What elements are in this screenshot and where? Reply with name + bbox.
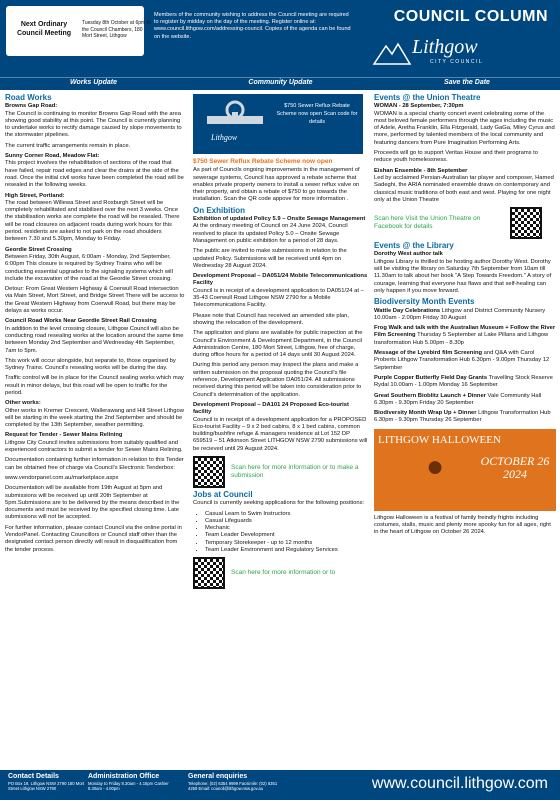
- biodiversity-item: [374, 350, 556, 372]
- job-item: • Team Leader Development: [205, 532, 368, 539]
- biodiversity-title: Biodiversity Month Events: [374, 297, 475, 307]
- scan-facebook-text: Scan here Visit the Union Theatre on Facebook for details: [374, 215, 481, 231]
- works-item-body: This project involves the rehabilitation of sections of the road that have failed, repair road edges and clear the drains at the side of the road. Once the initial civil works have been completed the road will be resealed in the following weeks.: [5, 160, 184, 189]
- biodiversity-item-body: Travelling Stock Reserve Rydal 10.00am - 1.00pm Monday 16 September: [374, 374, 553, 389]
- woman-heading: WOMAN - 28 September, 7:30pm: [374, 103, 464, 110]
- exhibition-heading: Exhibition of updated Policy 5.9 – Onsite Sewage Management: [193, 216, 366, 223]
- logo-word: Lithgow: [412, 36, 478, 58]
- exhibition-list: [193, 216, 368, 453]
- qr-code-icon[interactable]: [193, 456, 225, 488]
- works-item-body: The current traffic arrangements remain in place.: [5, 142, 131, 149]
- admin-heading: Administration Office: [88, 773, 160, 780]
- biodiversity-item-heading: Purple Copper Butterfly Field Day Grants: [374, 374, 488, 381]
- halloween-banner: [374, 429, 556, 511]
- general-heading: General enquiries: [188, 773, 248, 780]
- job-item: • Team Leader Environment and Regulatory Services: [205, 547, 368, 554]
- events-column: [374, 92, 556, 540]
- biodiversity-item: [374, 410, 556, 425]
- biodiversity-item-heading: Wattle Day Celebrations: [374, 307, 441, 314]
- rebate-body: As part of Councils ongoing improvements in the management of sewerage systems, Council has approved a rebate scheme that enables private property owners to install a sewer reflux valve on their property, and obtain a rebate of $750 to go towards the installation. Scan the QR code appove for more information .: [193, 167, 360, 203]
- footer: [0, 770, 560, 800]
- council-logo: [372, 38, 552, 70]
- works-item-body: Other works in Kremer Crescent, Wallerawang and Hill Street Lithgow will be starting in the week starting the 2nd September and should be completed by the 13th September, weather permitting.: [5, 407, 184, 429]
- halloween-date: OCTOBER 26 2024: [480, 453, 550, 481]
- page-title: COUNCIL COLUMN: [393, 8, 548, 25]
- works-item-body: Lithgow City Council invites submissions from suitably qualified and experienced contractors to submit a tender for Sewer Mains Relining.: [5, 439, 183, 454]
- scan-row-jobs: [193, 557, 368, 589]
- exhibition-body: Please note that Council has received an amended site plan, showing the relocation of the development.: [193, 312, 349, 326]
- header: [0, 0, 560, 77]
- biodiversity-item-heading: Great Southern Bioblitz Launch + Dinner: [374, 392, 486, 399]
- section-tabs: [0, 77, 560, 90]
- biodiversity-item: [374, 325, 556, 347]
- rebate-banner-text: $750 Sewer Reflux Rebate Scheme now open Scan code for details: [276, 103, 358, 125]
- biodiversity-item-body: Lithgow and District Community Nursery 10.00am - 2.00pm Friday 30 August: [374, 307, 546, 321]
- works-item-body: Between Friday, 30th August, 6:00am - Monday, 2nd September, 6:00pm This closure is required by Sydney Trains who will be conducting essential upgrades to the signaling systems which will include the excavation of the road at the Geordie Street crossing.: [5, 253, 173, 282]
- exhibition-body: The public are invited to make submissions in relation to the updated Policy. Submissions will be received until 4pm on Wednesday 28 August 2024.: [193, 248, 347, 269]
- website-link[interactable]: www.council.lithgow.com: [371, 775, 548, 792]
- woman-body: WOMAN is a special charity concert event celebrating some of the most beloved female performers through the ages including the music of Adele, Aretha Franklin, Ella Fitzgerald, Lady GaGa, Miley Cyrus and more, performed by talented members of the local community and featuring dancers from Pure Imagination Performing Arts.: [374, 110, 555, 146]
- biodiversity-item-body: and Q&A with Carol Proberts Lithgow Transformation Hub 6.30pm - 9.00pm Thursday 12 September: [374, 350, 550, 371]
- works-item-body: Documentation containing further information in relation to this Tender can be obtained free of charge via Council's Electronic Tenderbox:: [5, 457, 184, 471]
- admin-block: [88, 773, 178, 791]
- job-item: • Mechanic: [205, 525, 368, 532]
- qr-code-icon[interactable]: [193, 557, 225, 589]
- works-item-body: Detour: From Great Western Highway & Coerwull Road intersection via Main Street, Mort Street, and Bridge Street There will be access to the Great Western Highway from Coerwull Road, but there may be delays as works occur.: [5, 286, 185, 315]
- meeting-label: Next Ordinary Council Meeting: [16, 21, 72, 37]
- works-item-heading: Sunny Corner Road, Meadow Flat:: [5, 153, 100, 160]
- job-item: • Casual Learn to Swim Instructors: [205, 511, 368, 518]
- biodiversity-item: [374, 308, 556, 323]
- admin-body: Monday to Friday 8.30am - 4.15pm Cashier 8.30am - 4.00pm: [88, 781, 169, 791]
- halloween-body: Lithgow Halloween is a festival of family freindly frights including costumes, stalls, music and plenty more spooky fun for all ages, right in the heart of Lithgow on October 26 2024.: [374, 514, 551, 536]
- works-item-heading: Geordie Street Crossing: [5, 246, 72, 253]
- works-item-heading: Browns Gap Road:: [5, 103, 58, 110]
- pumpkin-icon: ●: [426, 449, 445, 483]
- biodiversity-item-body: Vale Community Hall 6.30pm - 9.30pm Friday 20 September: [374, 392, 542, 406]
- scan-submission-text: Scan here for more information or to make a submission: [231, 463, 359, 479]
- rebate-logo: Lithgow: [211, 133, 238, 142]
- scan-row-facebook: [374, 207, 556, 239]
- works-item-heading: Council Road Works Near Geordie Street Rail Crossing: [5, 318, 157, 325]
- qr-code-icon[interactable]: [510, 207, 542, 239]
- exhibition-heading: Development Proposal – DA051/24 Mobile Telecommunications Facility: [193, 273, 368, 287]
- contact-heading: Contact Details: [8, 773, 59, 780]
- biodiversity-item-heading: Frog Walk and talk with the Australian Museum + Follow the River Film Screening: [374, 325, 556, 339]
- meeting-details: Tuesday 8th October at 6pm In the Council Chambers, 180 Mort Street, Lithgow: [82, 20, 151, 39]
- jobs-title: Jobs at Council: [193, 489, 253, 499]
- works-item-body: For further information, please contact Council via the online portal in VendorPanel. Contacting Councillors or Council staff other than the designated contact person directly will result in disqualification from the tender process.: [5, 524, 182, 553]
- works-item-body: Traffic control will be in place for the Council sealing works which may result in minor delays, but this road will be open to traffic for the period.: [5, 375, 184, 396]
- logo-sub: CITY COUNCIL: [430, 59, 484, 65]
- exhibition-title: On Exhibition: [193, 205, 245, 215]
- meeting-box: [6, 6, 151, 56]
- rebate-heading: $750 Sewer Reflux Rebate Scheme now open: [193, 158, 333, 165]
- general-body: Telephone: (02) 6354 9999 Facsimile: (02) 6351 4259 Email: council@lithgow.nsw.gov.au: [188, 781, 278, 791]
- works-item-body: The Council is continuing to monitor Browns Gap Road with the area showing good stability at this point. The Council is currently planning to undertake works to rectify damage caused by slope movements to the stormwater pipelines.: [5, 110, 182, 139]
- exhibition-heading: Development Proposal – DA101 24 Proposed Eco-tourist facility: [193, 401, 349, 416]
- woman-body-2: Proceeds will go to support Veritas House and their programs to reduce youth homelessness.: [374, 150, 539, 164]
- valve-icon: [205, 98, 265, 138]
- works-item-body: The road between Willewa Street and Roxburgh Street will be completely rehabilitated and stabilised over the next 3 weeks. Once the stabilisation works are complete the road will be resealed. There will be road closures on adjacent roads during work hours for this period. residents are asked to not park on the road shoulders between 7.30 and 5.30pm, Monday to Friday.: [5, 199, 180, 243]
- contact-block: [8, 773, 88, 791]
- general-block: [188, 773, 278, 791]
- works-item-heading: High Street, Portland:: [5, 192, 65, 199]
- biodiversity-item: [374, 393, 556, 408]
- exhibition-body: During this period any person may inspect the plans and make a written submission on the proposal quoting the Council's file reference, Development Application DA051/24. All submissions received during this period will be taken into consideration prior to Council's determination of the application.: [193, 362, 362, 398]
- biodiversity-item: [374, 375, 556, 390]
- works-list: [5, 103, 185, 554]
- dorothy-heading: Dorothy West author talk: [374, 251, 443, 258]
- biodiversity-item-body: Lithgow Transformation Hub 6.30pm - 9.30pm Thursday 26 September: [374, 410, 551, 424]
- dorothy-body: Lithgow Library is thrilled to be hosting author Dorothy West. Dorothy will be visiting the library on Saturday 7th September from 10am till 11.30am to talk about her book "A Step Towards Freedom." A story of courage, learning that everyone has flaws and that self-healing can only happen if you move forward.: [374, 258, 552, 294]
- exhibition-body: At the ordinary meeting of Council on 24 June 2024, Council resolved to place its updated Policy 5.0 – Onsite Sewage Management on public exhibition for a period of 28 days.: [193, 223, 348, 244]
- tab-save-the-date: Save the Date: [444, 79, 490, 86]
- exhibition-body: Council is in receipt of a development application for a PROPOSED Eco-tourist Facility – 9 x 2 bed cabins, 8 x 1 bed cabins, common building/bushfire refuge & managers residence at Lot 152 DP 659519 – 51 Atkinson Street LITHGOW NSW 2790 submissions will be recieved until 29 August 2024.: [193, 416, 368, 452]
- library-title: Events @ the Library: [374, 241, 454, 251]
- biodiversity-item-heading: Message of the Lyrebird film Screening: [374, 350, 483, 357]
- biodiversity-item-heading: Biodiversity Month Wrap Up + Dinner: [374, 410, 477, 417]
- scan-jobs-text: Scan here for more information or to: [231, 569, 336, 577]
- tab-works-update: Works Update: [70, 79, 117, 86]
- jobs-intro: Council is currently seeking applications for the following positions:: [193, 500, 365, 507]
- works-item-body: In addition to the level crossing closure, Lithgow Council will also be conducting road resealing works at the location around the same time between Monday 2nd September and Wednesday 4th September, 7am to 5pm.: [5, 325, 184, 354]
- mountain-logo-icon: [372, 38, 412, 66]
- works-item-heading: Other works:: [5, 400, 41, 407]
- tab-community-update: Community Update: [248, 79, 313, 86]
- jobs-list: [205, 511, 368, 555]
- works-item-heading: Request for Tender - Sewer Mains Relining: [5, 432, 123, 439]
- biodiversity-item-body: Thursday 5 September at Lake Pillans and Lithgow transformation Hub 5.00pm - 8.30p: [374, 332, 549, 346]
- exhibition-body: Council is in receipt of a development application to DA051/24 at – 35-43 Coerwull Road Lithgow NSW 2790 for a Mobile Telecommunications Facility.: [193, 287, 364, 309]
- works-item-body: This work will occur alongside, but separate to, those organised by Sydney Trains. Council's resealing works will be during the day.: [5, 357, 176, 372]
- job-item: • Temporary Storekeeper - up to 12 months: [205, 540, 368, 547]
- road-works-title: Road Works: [5, 93, 52, 102]
- works-item-body: Documentation will be available from 19th August at 5pm and submissions will be received up until 20th September at 5pm.Submissions are to be delivered by the means described in the documents and must be received by the specified closing time. Late submissions will not be accepted.: [5, 485, 180, 521]
- exhibition-body: The application and plans are available for public inspection at the Council's Environment & Development Department, in the Council Administration Centre, 180 Mort Street, Lithgow, free of charge, during office hours for a period of 14 days until 30 August 2024.: [193, 330, 363, 359]
- community-column: [193, 92, 368, 592]
- works-item-body: www.vendorpanel.com.au/marketplace.aspx: [5, 474, 119, 481]
- theatre-title: Events @ the Union Theatre: [374, 93, 481, 102]
- biodiversity-list: [374, 308, 556, 425]
- scan-row-submission: [193, 456, 368, 488]
- job-item: • Casual Lifeguards: [205, 518, 368, 525]
- works-column: [5, 92, 185, 557]
- rebate-banner: [193, 94, 363, 154]
- contact-body: PO Box 19, Lithgow NSW 2790 180 Mort Street Lithgow NSW 2790: [8, 781, 85, 791]
- header-note: Members of the community wishing to address the Council meeting are required to register by midday on the day of the meeting. Register online at: www.council.lithgow.com/addressing-council. Copies of the agenda can be found on the website.: [154, 12, 351, 40]
- eishan-heading: Eishan Ensemble - 8th September: [374, 167, 468, 174]
- halloween-title: LITHGOW HALLOWEEN: [378, 433, 501, 446]
- eishan-body: Led by acclaimed Persian-Australian tar player and composer, Hamed Sadeghi, the ARIA nominated ensemble draws on contemporary and classical music traditions of both east and west. Playing for one night only at the Union Theatre: [374, 174, 554, 203]
